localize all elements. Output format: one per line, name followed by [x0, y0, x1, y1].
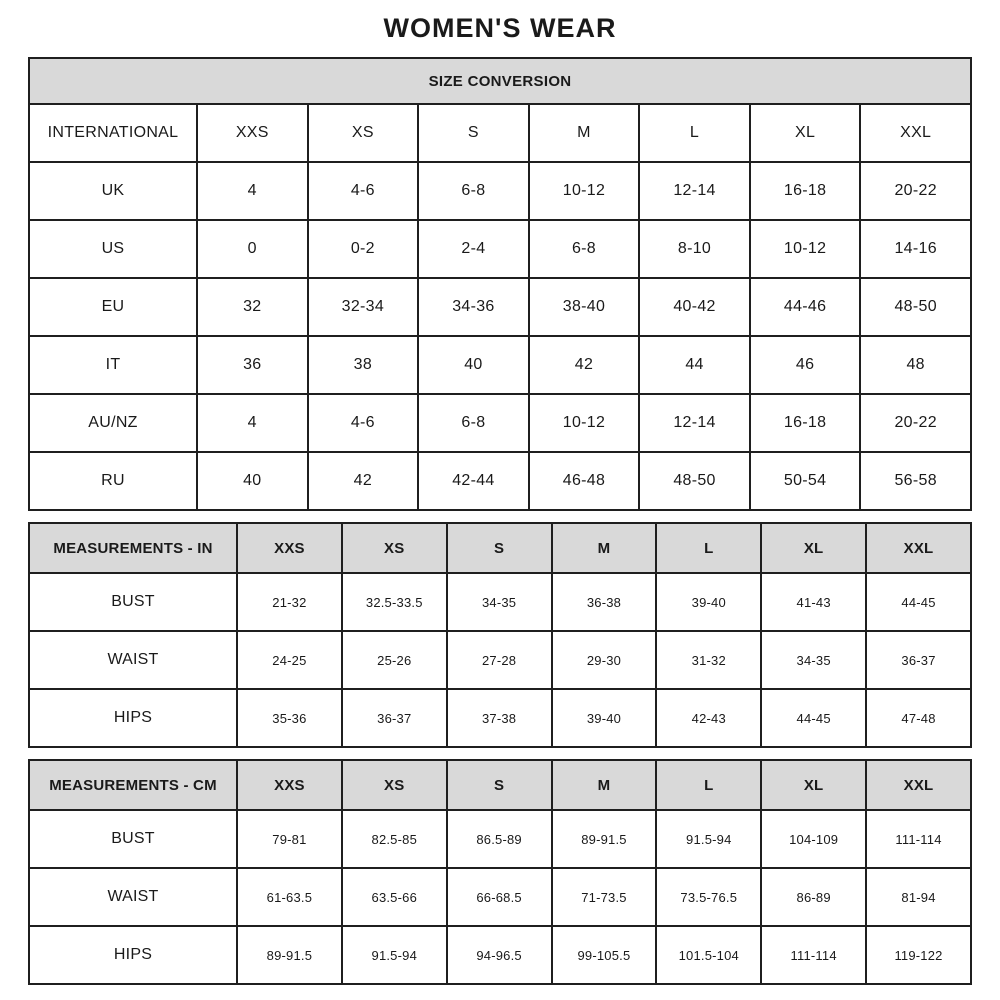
measurements-cm-value-cell: 119-122 — [866, 926, 971, 984]
measurements-in-value-cell: 31-32 — [656, 631, 761, 689]
measurements-cm-header-size: L — [656, 760, 761, 810]
measurements-in-header-size: M — [552, 523, 657, 573]
measurements-cm-header-size: XS — [342, 760, 447, 810]
measurements-cm-value-cell: 104-109 — [761, 810, 866, 868]
measurements-in-value-cell: 25-26 — [342, 631, 447, 689]
measurements-cm-row — [29, 926, 971, 984]
measurements-cm-row — [29, 810, 971, 868]
size-conversion-value-cell: 34-36 — [418, 278, 529, 336]
size-conversion-banner: SIZE CONVERSION — [29, 58, 971, 104]
measurements-in-value-cell: 44-45 — [866, 573, 971, 631]
measurements-in-header-row — [29, 523, 971, 573]
size-conversion-value-cell: 48-50 — [639, 452, 750, 510]
measurements-cm-value-cell: 79-81 — [237, 810, 342, 868]
size-conversion-row-label: UK — [29, 162, 197, 220]
measurements-in-row — [29, 631, 971, 689]
measurements-in-header-size: XS — [342, 523, 447, 573]
measurements-cm-value-cell: 99-105.5 — [552, 926, 657, 984]
measurements-in-header-label: MEASUREMENTS - IN — [29, 523, 237, 573]
measurements-in-value-cell: 47-48 — [866, 689, 971, 747]
size-conversion-value-cell: 4 — [197, 162, 308, 220]
measurements-cm-header-size: XXS — [237, 760, 342, 810]
measurements-in-header-size: XL — [761, 523, 866, 573]
size-conversion-header-size: L — [639, 104, 750, 162]
measurements-cm-value-cell: 66-68.5 — [447, 868, 552, 926]
size-conversion-value-cell: 42 — [308, 452, 419, 510]
size-conversion-value-cell: 48-50 — [860, 278, 971, 336]
size-conversion-value-cell: 32 — [197, 278, 308, 336]
size-conversion-value-cell: 20-22 — [860, 394, 971, 452]
measurements-in-value-cell: 36-38 — [552, 573, 657, 631]
measurements-in-value-cell: 44-45 — [761, 689, 866, 747]
size-conversion-row — [29, 278, 971, 336]
measurements-in-value-cell: 34-35 — [761, 631, 866, 689]
size-conversion-value-cell: 36 — [197, 336, 308, 394]
measurements-in-table — [28, 522, 972, 748]
measurements-cm-value-cell: 86-89 — [761, 868, 866, 926]
measurements-cm-header-size: XXL — [866, 760, 971, 810]
measurements-cm-row-label: WAIST — [29, 868, 237, 926]
size-conversion-value-cell: 16-18 — [750, 162, 861, 220]
measurements-in-value-cell: 29-30 — [552, 631, 657, 689]
size-conversion-value-cell: 4-6 — [308, 394, 419, 452]
size-conversion-banner-row — [29, 58, 971, 104]
measurements-in-header-size: L — [656, 523, 761, 573]
measurements-in-row — [29, 689, 971, 747]
measurements-cm-value-cell: 91.5-94 — [656, 810, 761, 868]
measurements-cm-value-cell: 101.5-104 — [656, 926, 761, 984]
measurements-in-header-size: S — [447, 523, 552, 573]
size-conversion-table — [28, 57, 972, 511]
size-conversion-value-cell: 40 — [197, 452, 308, 510]
size-conversion-value-cell: 0-2 — [308, 220, 419, 278]
measurements-cm-table — [28, 759, 972, 985]
measurements-in-value-cell: 41-43 — [761, 573, 866, 631]
measurements-cm-header-size: XL — [761, 760, 866, 810]
size-conversion-row — [29, 452, 971, 510]
size-conversion-row — [29, 162, 971, 220]
size-conversion-value-cell: 50-54 — [750, 452, 861, 510]
measurements-cm-header-row — [29, 760, 971, 810]
size-conversion-row-label: EU — [29, 278, 197, 336]
size-conversion-value-cell: 16-18 — [750, 394, 861, 452]
measurements-cm-value-cell: 61-63.5 — [237, 868, 342, 926]
size-conversion-row-label: AU/NZ — [29, 394, 197, 452]
measurements-cm-header-size: M — [552, 760, 657, 810]
size-conversion-value-cell: 6-8 — [418, 162, 529, 220]
size-conversion-value-cell: 8-10 — [639, 220, 750, 278]
size-conversion-value-cell: 4 — [197, 394, 308, 452]
measurements-cm-value-cell: 91.5-94 — [342, 926, 447, 984]
measurements-in-value-cell: 24-25 — [237, 631, 342, 689]
size-conversion-value-cell: 10-12 — [529, 394, 640, 452]
measurements-cm-value-cell: 71-73.5 — [552, 868, 657, 926]
measurements-in-header-size: XXL — [866, 523, 971, 573]
size-conversion-value-cell: 46-48 — [529, 452, 640, 510]
size-conversion-header-row — [29, 104, 971, 162]
measurements-cm-value-cell: 86.5-89 — [447, 810, 552, 868]
size-conversion-header-size: XS — [308, 104, 419, 162]
size-conversion-value-cell: 42-44 — [418, 452, 529, 510]
size-conversion-value-cell: 14-16 — [860, 220, 971, 278]
measurements-cm-value-cell: 89-91.5 — [552, 810, 657, 868]
measurements-cm-value-cell: 111-114 — [761, 926, 866, 984]
page-title: WOMEN'S WEAR — [383, 13, 617, 43]
measurements-cm-row — [29, 868, 971, 926]
size-conversion-value-cell: 40 — [418, 336, 529, 394]
measurements-in-value-cell: 21-32 — [237, 573, 342, 631]
measurements-cm-header-label: MEASUREMENTS - CM — [29, 760, 237, 810]
measurements-in-value-cell: 27-28 — [447, 631, 552, 689]
measurements-in-row-label: HIPS — [29, 689, 237, 747]
size-conversion-row — [29, 394, 971, 452]
measurements-cm-row-label: HIPS — [29, 926, 237, 984]
measurements-in-header-size: XXS — [237, 523, 342, 573]
measurements-in-row — [29, 573, 971, 631]
measurements-in-value-cell: 36-37 — [866, 631, 971, 689]
size-conversion-value-cell: 6-8 — [529, 220, 640, 278]
size-conversion-row — [29, 336, 971, 394]
size-conversion-value-cell: 0 — [197, 220, 308, 278]
size-conversion-header-size: M — [529, 104, 640, 162]
size-conversion-value-cell: 46 — [750, 336, 861, 394]
measurements-in-value-cell: 32.5-33.5 — [342, 573, 447, 631]
measurements-cm-value-cell: 73.5-76.5 — [656, 868, 761, 926]
measurements-in-row-label: BUST — [29, 573, 237, 631]
size-conversion-value-cell: 44-46 — [750, 278, 861, 336]
size-conversion-header-size: S — [418, 104, 529, 162]
measurements-in-value-cell: 35-36 — [237, 689, 342, 747]
measurements-cm-value-cell: 94-96.5 — [447, 926, 552, 984]
size-conversion-value-cell: 42 — [529, 336, 640, 394]
measurements-cm-value-cell: 63.5-66 — [342, 868, 447, 926]
measurements-cm-value-cell: 111-114 — [866, 810, 971, 868]
measurements-in-value-cell: 37-38 — [447, 689, 552, 747]
size-conversion-value-cell: 40-42 — [639, 278, 750, 336]
size-conversion-value-cell: 4-6 — [308, 162, 419, 220]
measurements-in-value-cell: 39-40 — [552, 689, 657, 747]
size-conversion-header-size: XL — [750, 104, 861, 162]
size-conversion-value-cell: 44 — [639, 336, 750, 394]
measurements-cm-header-size: S — [447, 760, 552, 810]
size-conversion-value-cell: 12-14 — [639, 162, 750, 220]
size-conversion-value-cell: 2-4 — [418, 220, 529, 278]
measurements-in-value-cell: 42-43 — [656, 689, 761, 747]
measurements-in-value-cell: 34-35 — [447, 573, 552, 631]
measurements-in-row-label: WAIST — [29, 631, 237, 689]
size-conversion-value-cell: 6-8 — [418, 394, 529, 452]
size-conversion-value-cell: 56-58 — [860, 452, 971, 510]
measurements-cm-value-cell: 82.5-85 — [342, 810, 447, 868]
size-conversion-row-label: US — [29, 220, 197, 278]
measurements-cm-row-label: BUST — [29, 810, 237, 868]
size-conversion-row-label: IT — [29, 336, 197, 394]
size-conversion-value-cell: 12-14 — [639, 394, 750, 452]
size-conversion-row — [29, 220, 971, 278]
size-conversion-row-label: RU — [29, 452, 197, 510]
size-conversion-value-cell: 38 — [308, 336, 419, 394]
measurements-cm-value-cell: 89-91.5 — [237, 926, 342, 984]
size-conversion-header-size: XXS — [197, 104, 308, 162]
size-conversion-value-cell: 10-12 — [750, 220, 861, 278]
size-conversion-header-size: XXL — [860, 104, 971, 162]
size-conversion-value-cell: 10-12 — [529, 162, 640, 220]
measurements-in-value-cell: 39-40 — [656, 573, 761, 631]
measurements-in-value-cell: 36-37 — [342, 689, 447, 747]
size-conversion-value-cell: 48 — [860, 336, 971, 394]
size-conversion-header-label: INTERNATIONAL — [29, 104, 197, 162]
size-conversion-value-cell: 38-40 — [529, 278, 640, 336]
measurements-cm-value-cell: 81-94 — [866, 868, 971, 926]
size-conversion-value-cell: 20-22 — [860, 162, 971, 220]
size-conversion-value-cell: 32-34 — [308, 278, 419, 336]
